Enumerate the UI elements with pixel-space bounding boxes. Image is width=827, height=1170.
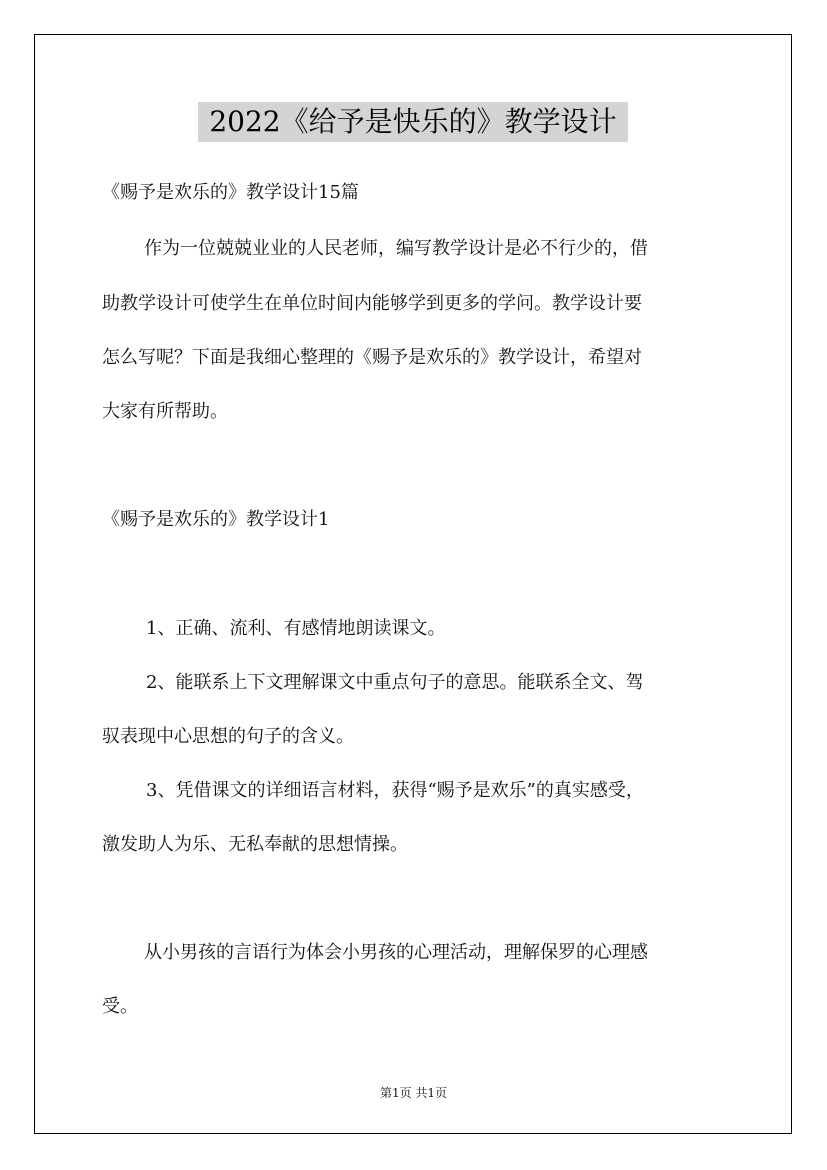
- intro-line-4: 大家有所帮助。: [102, 401, 228, 422]
- goal-line-5: 激发助人为乐、无私奉献的思想情操。: [102, 834, 408, 855]
- page-footer: 第1页 共1页: [379, 1086, 448, 1100]
- document-subtitle: 《赐予是欢乐的》教学设计15篇: [102, 182, 359, 203]
- intro-line-1: 作为一位兢兢业业的人民老师，编写教学设计是必不行少的，借: [144, 238, 648, 259]
- goal-line-2: 2、能联系上下文理解课文中重点句子的意思。能联系全文、驾: [146, 672, 644, 693]
- goal-line-3: 驭表现中心思想的句子的含义。: [102, 726, 354, 747]
- section-heading: 《赐予是欢乐的》教学设计1: [102, 509, 330, 530]
- goal-line-1: 1、正确、流利、有感情地朗读课文。: [146, 618, 446, 639]
- final-line-1: 从小男孩的言语行为体会小男孩的心理活动，理解保罗的心理感: [144, 942, 648, 963]
- final-line-2: 受。: [102, 996, 138, 1017]
- document-title: 2022《给予是快乐的》教学设计: [198, 102, 628, 142]
- goal-line-4: 3、凭借课文的详细语言材料，获得“赐予是欢乐”的真实感受，: [146, 780, 644, 801]
- intro-line-3: 怎么写呢？下面是我细心整理的《赐予是欢乐的》教学设计，希望对: [102, 347, 642, 368]
- intro-line-2: 助教学设计可使学生在单位时间内能够学到更多的学问。教学设计要: [102, 293, 642, 314]
